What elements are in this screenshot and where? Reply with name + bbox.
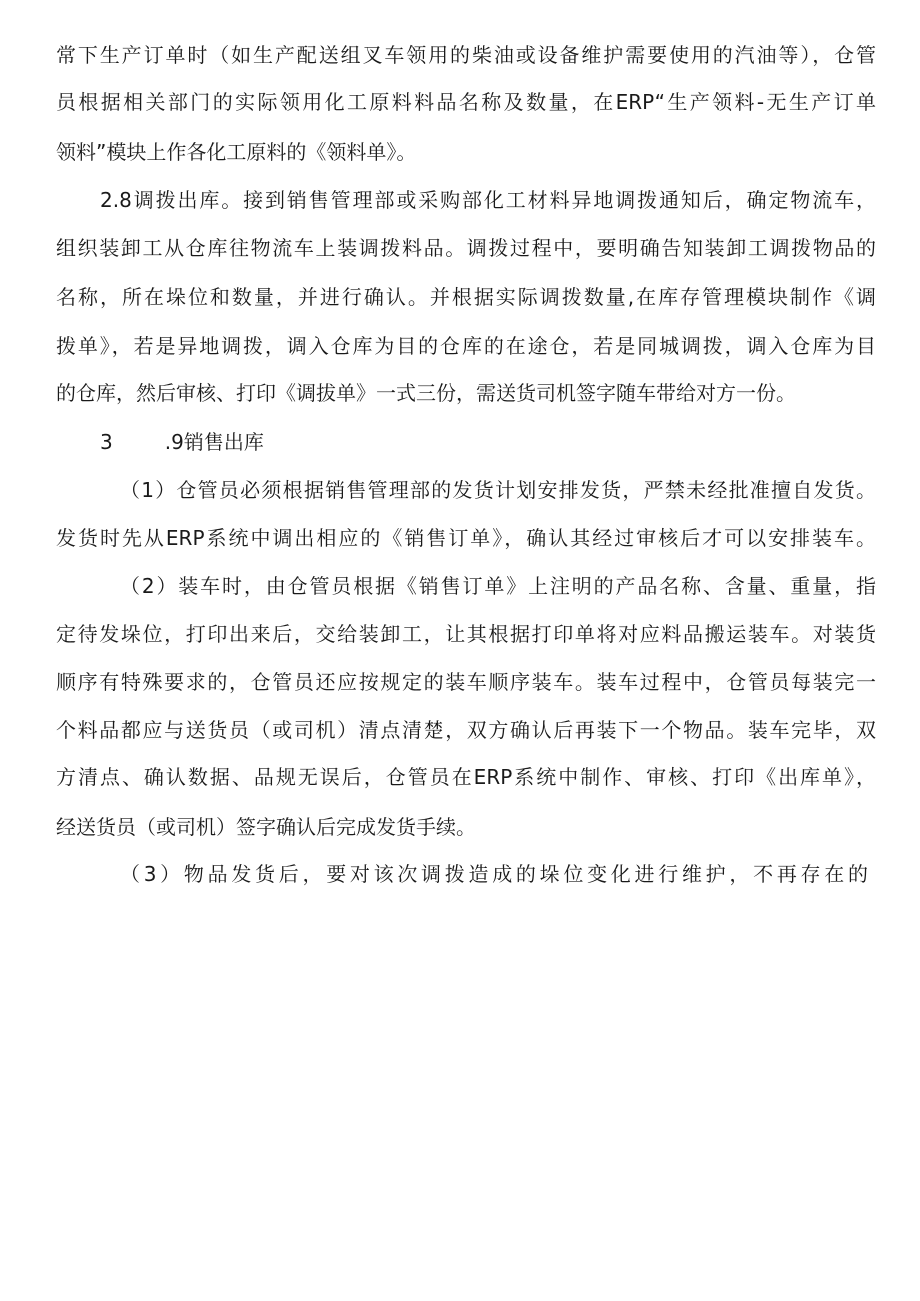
paragraph-line: 顺序有特殊要求的，仓管员还应按规定的装车顺序装车。装车过程中，仓管员每装完一: [56, 670, 876, 694]
paragraph-line: 个料品都应与送货员（或司机）清点清楚，双方确认后再装下一个物品。装车完毕，双: [56, 718, 876, 742]
paragraph-line: 拨单》，若是异地调拨，调入仓库为目的仓库的在途仓，若是同城调拨，调入仓库为目: [56, 334, 876, 358]
paragraph-line: 定待发垛位，打印出来后，交给装卸工，让其根据打印单将对应料品搬运装车。对装货: [56, 622, 876, 646]
paragraph-line: 的仓库，然后审核、打印《调拔单》一式三份，需送货司机签字随车带给对方一份。: [56, 381, 796, 405]
paragraph-line: 方清点、确认数据、品规无误后，仓管员在ERP系统中制作、审核、打印《出库单》，: [56, 765, 876, 789]
paragraph-line: 常下生产订单时（如生产配送组叉车领用的柴油或设备维护需要使用的汽油等），仓管: [56, 43, 876, 67]
paragraph-line: 发货时先从ERP系统中调出相应的《销售订单》，确认其经过审核后才可以安排装车。: [56, 526, 876, 550]
paragraph-line: 名称，所在垛位和数量，并进行确认。并根据实际调拨数量,在库存管理模块制作《调: [56, 285, 876, 309]
paragraph-line: 组织装卸工从仓库往物流车上装调拨料品。调拨过程中，要明确告知装卸工调拨物品的: [56, 236, 876, 260]
paragraph-line: 领料”模块上作各化工原料的《领料单》。: [56, 140, 417, 164]
heading-number: 3: [100, 430, 113, 454]
paragraph-line: 员根据相关部门的实际领用化工原料料品名称及数量，在ERP“生产领料-无生产订单: [56, 90, 876, 114]
paragraph-line: （3）物品发货后，要对该次调拨造成的垛位变化进行维护，不再存在的: [120, 862, 868, 886]
paragraph-line: （1）仓管员必须根据销售管理部的发货计划安排发货，严禁未经批准擅自发货。: [120, 478, 876, 502]
paragraph-line: 2.8调拨出库。接到销售管理部或采购部化工材料异地调拨通知后，确定物流车，: [100, 188, 876, 212]
heading-text: .9销售出库: [164, 430, 264, 454]
paragraph-line: 经送货员（或司机）签字确认后完成发货手续。: [56, 815, 476, 839]
paragraph-line: （2）装车时，由仓管员根据《销售订单》上注明的产品名称、含量、重量，指: [120, 574, 876, 598]
section-heading: [100, 427, 264, 457]
